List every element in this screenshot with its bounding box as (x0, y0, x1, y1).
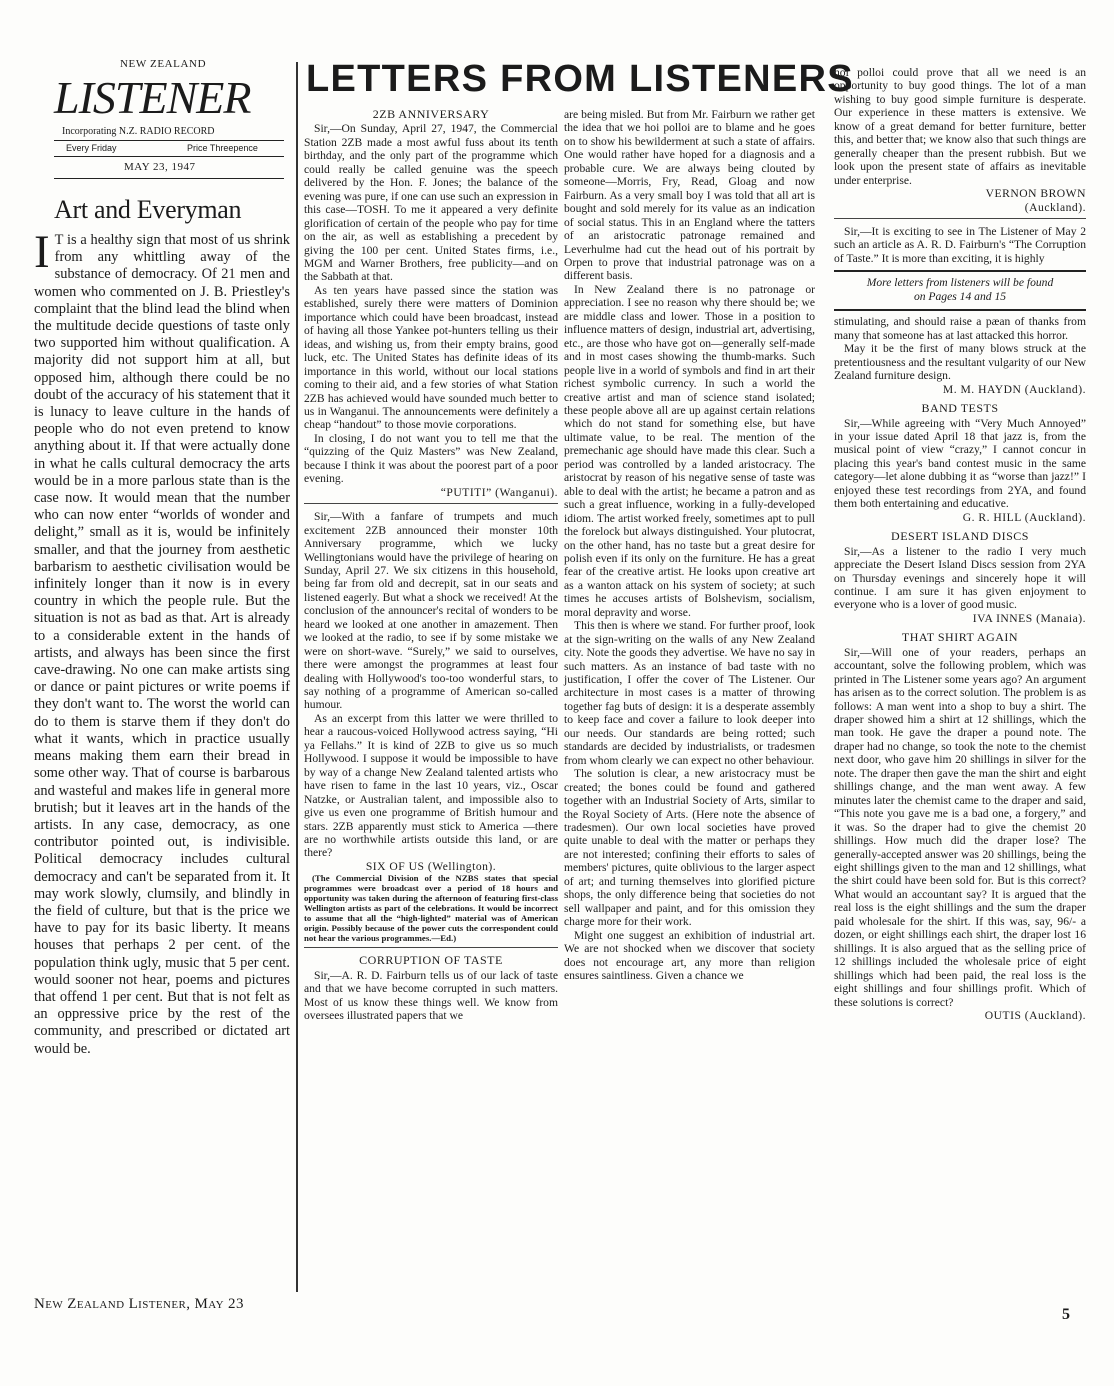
editorial-paragraph (34, 226, 290, 1058)
letter-paragraph: In closing, I do not want you to tell me that the “quizzing of the Quiz Masters” was New Zealand, because I think it was about the poorest part of a poor evening. (304, 431, 558, 486)
letter-paragraph: Sir,—It is exciting to see in The Listener of May 2 such an article as A. R. D. Fairburn's “The Corruption of Taste.” It is more than exciting, it is highly (834, 224, 1086, 265)
masthead-price: Price Threepence (187, 143, 258, 153)
letter-signature: “PUTITI” (Wanganui). (440, 485, 558, 499)
drop-cap: I (34, 226, 50, 278)
editor-note: (The Commercial Division of the NZBS states that special programmes were broadcast over a period of 18 hours and opportunity was taken during the afternoon of featuring first-class Wellington artists as part of the celebrations. It would be incorrect to assume that all the “high-lighted” material was of American origin. Possibly because of the power cuts the correspondent could not hear the various programmes.—Ed.) (304, 873, 558, 944)
letter-paragraph: hoi polloi could prove that all we need is an opportunity to buy good things. The lot of a man wishing to buy good simple furniture is desperate. Our experience in these matters is extensive. We know of a great demand for better furniture, better this, and better that; we know also that such things are generally cheaper than the present rubbish. But we look upon the present state of affairs as inevitable under enterprise. (834, 66, 1086, 187)
letter-heading: 2ZB ANNIVERSARY (372, 107, 490, 121)
masthead-incorporating: Incorporating N.Z. RADIO RECORD (62, 126, 215, 137)
letters-column-3 (834, 66, 1086, 1022)
more-letters-notice: More letters from listeners will be found (866, 276, 1054, 290)
letter-paragraph: Sir,—While agreeing with “Very Much Annoyed” in your issue dated April 18 that jazz is, from the musical point of view “crazy,” I cannot concur in placing this year's band contest music in the same category—let alone dubbing it as “worse than jazz!” I enjoyed these test recordings from 2YA, and found them both entertaining and educative. (834, 416, 1086, 511)
masthead-rule-top (54, 140, 284, 141)
letter-paragraph: are being misled. But from Mr. Fairburn we rather get the idea that we hoi polloi are to blame and he goes on to show his bewilderment at such a state of affairs. One would rather have hoped for a diagnosis and a probable cure. We are always being clouted by someone—Morris, Fry, Read, Gloag and now Fairburn. As a very small boy I was told that all art is bought and sold merely for its value as an indication of social status. This in an England where the tatters of an aristocratic patronage remained and Leverhulme had cut the head out of his portrait by Orpen to prove that industrial patronage was on a different basis. (564, 108, 815, 283)
letter-signature: SIX OF US (Wellington). (365, 859, 497, 873)
callout-rule-top (834, 270, 1086, 272)
letter-divider (304, 503, 558, 504)
letter-paragraph: This then is where we stand. For further proof, look at the sign-writing on the walls of any New Zealand city. Note the goods they advertise. We have no say in such matters. As an instance of bad taste with no justification, I offer the cover of The Listener. Our architecture in most cases is a matter of throwing together fag buts of design: it is a desperate assembly to keep face and cover a failure to look deeper into our needs. Our standards are being rotted; such standards are decided by industrialists, or tradesmen from whom clearly we can expect no other behaviour. (564, 619, 815, 767)
letter-paragraph: Sir,—As a listener to the radio I very much appreciate the Desert Island Discs session from 2YA on Thursday evenings and sincerely hope it will continue. I am sure it has given enjoyment to everyone who is a lover of good music. (834, 544, 1086, 612)
letter-paragraph: Sir,—With a fanfare of trumpets and much excitement 2ZB announced their monster 10th Anniversary programme, which we lucky Wellingtonians would have the privilege of hearing on Sunday, April 27. We six citizens in this household, being far from old and decrepit, sat in our seats and listened eagerly. But what a shock we received! At the conclusion of the announcer's recital of wonders to be heard we looked at one another in amazement. Then we looked at the radio, to see if by some mistake we were on short-wave. “Surely,” we said to ourselves, there were amongst the programmes at least four dealing with Hollywood's too-too wonderful stars, to say nothing of a programme of American so-called humour. (304, 510, 558, 712)
letter-paragraph: Sir,—Will one of your readers, perhaps an accountant, solve the following problem, which was printed in The Listener some years ago? An argument has arisen as to the correct solution. The problem is as follows: A man went into a shop to buy a shirt. The draper showed him a shirt at 12 shillings, which the man took. He gave the draper a pound note. The draper had no change, so took the note to the chemist next door, who gave him 20 shillings in silver for the note. The draper then gave the man the shirt and eight shillings change, and the man went away. A few minutes later the chemist came to the draper and said, “This note you gave me is a bad one, a forgery,” and it was. So the draper had to give the chemist 20 shillings. How much did the draper lose? The generally-accepted answer was 20 shillings, being the eight shillings given to the man and 12 shillings, what the shirt could have been sold for. But is this correct? What would an accountant say? It is argued that the real loss is the eight shillings and the sum the draper paid wholesale for the shirt. If this was, say, 96/- a dozen, or eight shillings each shirt, the draper lost 16 shillings. It is also argued that as the selling price of 12 shillings included the wholesale price of eight shillings which had been paid, the real loss is the eight shillings and four shillings profit. Which of these solutions is correct? (834, 645, 1086, 1009)
letter-paragraph: As an excerpt from this latter we were thrilled to hear a raucous-voiced Hollywood actress saying, “Hi ya Fellahs.” It is kind of 2ZB to give us so much Hollywood. I suppose it would be impossible to have by way of a change New Zealand talented artists who have risen to fame in the last 10 years, viz., Oscar Natzke, or Australian talent, and impossible also to give us even one programme of British humour and stars. 2ZB apparently must stick to America —there are no worthwhile artists outside this land, or are there? (304, 711, 558, 860)
letters-column-2 (564, 108, 815, 982)
letter-paragraph: stimulating, and should raise a pæan of thanks from many that someone has at last attacked this horror. (834, 315, 1086, 342)
masthead-title: LISTENER (54, 72, 251, 123)
letter-paragraph: Sir,—A. R. D. Fairburn tells us of our lack of taste and that we have become corrupted in such matters. Most of us know these things well. We know from oversees illustrated papers that we (304, 968, 558, 1023)
letter-heading: DESERT ISLAND DISCS (891, 529, 1029, 544)
letter-heading: CORRUPTION OF TASTE (359, 953, 503, 968)
letter-signature: IVA INNES (Manaia). (972, 611, 1086, 625)
masthead-rule-middle (54, 156, 284, 157)
letter-signature: G. R. HILL (Auckland). (962, 510, 1086, 524)
letter-heading: THAT SHIRT AGAIN (901, 630, 1019, 645)
masthead-every-friday: Every Friday (66, 143, 117, 153)
footer-publication: New Zealand Listener, May 23 (34, 1296, 244, 1312)
letter-paragraph: As ten years have passed since the station was established, surely there were matters of Dominion importance which could have been broadcast, instead of having all those Yankee pot-hunters telling us their ideas, and wishing us, from their empty brains, good luck, etc. The United States has definite ideas of its importance in this world, without our local stations coming to their aid, and a few stories of what Station 2ZB has achieved would have sounded much better to us in Wanganui. The announcements were definitely a cheap “handout” to those movie corporations. (304, 283, 558, 432)
column-divider (296, 62, 298, 1292)
letter-signature: VERNON BROWN (985, 187, 1086, 201)
callout-rule-bottom (834, 309, 1086, 311)
masthead-date: MAY 23, 1947 (124, 161, 196, 173)
letters-title: LETTERS FROM LISTENERS (306, 58, 854, 100)
editorial-heading: Art and Everyman (54, 195, 242, 224)
letters-column-1 (304, 108, 558, 1023)
letter-heading: BAND TESTS (921, 401, 999, 416)
letter-signature: M. M. HAYDN (Auckland). (942, 382, 1086, 396)
letter-paragraph: Might one suggest an exhibition of industrial art. We are not shocked when we discover that society does not encourage art, any more than religion ensures saintliness. Given a chance we (564, 928, 815, 982)
letter-signature: OUTIS (Auckland). (984, 1009, 1086, 1022)
letter-divider (834, 218, 1086, 219)
masthead-new-zealand: NEW ZEALAND (120, 58, 207, 70)
letter-divider (304, 947, 558, 948)
letter-paragraph: In New Zealand there is no patronage or appreciation. I see no reason why there should be; we are middle class and lower. Those in a position to influence matters of design, industrial art, advertising, etc., are those who have got on—generally self-made and in most cases showing the thumb-marks. Such people live in a world of symbols and find in art their richest symbolic currency. In such a world the creative artist and man of science stand isolated; these people above all are up against certain relations which do not stand for something else, but have ultimate value, to be real. The mention of the premechanic age should have made this clear. Such a period was controlled by a landed aristocracy. The aristocrat by reason of his negative sense of taste was able to deal with the artist; he became a patron and as such a great influence, working in a fully-developed idiom. The artist worked freely, sometimes apt to pull the forelock but always distinguished. Your plutocrat, on the other hand, has no taste but a great desire for polish even if its only on the furniture. He has a great fear of the creative artist. He looks upon creative art as a wanton attack on his system of society; at such times he accuses artists of Bolshevism, socialism, moral depravity and worse. (564, 282, 815, 619)
editorial-body (34, 226, 290, 1058)
masthead-rule-bottom (54, 178, 284, 179)
more-letters-pages: on Pages 14 and 15 (913, 290, 1007, 304)
editorial-text: T is a healthy sign that most of us shrink from any whittling away of the substance of democracy. Of 21 men and women who commented on J. B. Priestley's complaint that the blind lead the blind when the multitude decide questions of taste only two supported him without qualification. A majority did not support him at all, but opposed him, although there could be no doubt of the accuracy of his statement that it is lunacy to leave culture in the hands of people who do not even pretend to know anything about it. If that were actually done in what he calls cultural democracy the arts would be in a more parlous state than is the case now. It would mean that the number who can now enter “worlds of wonder and delight,” small as it is, would be infinitely smaller, and that the journey from aesthetic barbarism to aesthetic civilisation would be infinitely longer than it now is in every country in which the people rule. But the situation is not as bad as that. Art is already to a considerable extent in the hands of artists, and always has been since the first cave-drawing. No one can make artists sing or dance or paint pictures or write poems if they don't want to. The worst the world can do to them is starve them if they don't do what it wants, which in practice usually means making them earn their bread in some other way. That of course is barbarous and wasteful and makes life in general more brutish; but it leaves art in the hands of the artists. In any case, democracy, as one contributor pointed out, is indivisible. Political democracy includes cultural democracy and can't be separated from it. It may work slowly, clumsily, and blindly in the field of culture, but that is the price we have to pay for its basic liberty. It means houses that perhaps 2 per cent. of the population think ugly, music that 5 per cent. would sooner not hear, poems and pictures that offend 1 per cent. But that is not felt as an oppressive price by the rest of the community, and prescribed or dictated art would be. (34, 232, 290, 1057)
letter-paragraph: May it be the first of many blows struck at the pretentiousness and the resultant vulgarity of our New Zealand furniture design. (834, 342, 1086, 383)
letter-paragraph: Sir,—On Sunday, April 27, 1947, the Commercial Station 2ZB made a most awful fuss about its tenth birthday, and the only part of the programme which could really be called genuine was the speech delivered by the Hon. F. Jones; the balance of the evening was pure, if one can use such an expression in this case—TOSH. To me it appeared a very definite glorification of certain of the people who pay for time on the air, as well as establishing a precedent by giving the 100 per cent. United States firms, i.e., MGM and Warner Brothers, free publicity—and on the Sabbath at that. (304, 122, 558, 284)
letter-paragraph: The solution is clear, a new aristocracy must be created; the bones could be found and gathered together with an Industrial Society of Arts, similar to the Royal Society of Arts. (Here note the absence of tradesmen). Our own local societies have proved quite unable to deal with the matter or perhaps they are not interested; confining their efforts to sales of members' pictures, quite oblivious to the larger aspect of art; and turning themselves into glorified picture shops, the only difference being that societies do not sell wallpaper and paint, and for this omission they charge more for their work. (564, 767, 815, 929)
page-number: 5 (1062, 1306, 1070, 1323)
letter-signature-place: (Auckland). (1024, 200, 1086, 214)
